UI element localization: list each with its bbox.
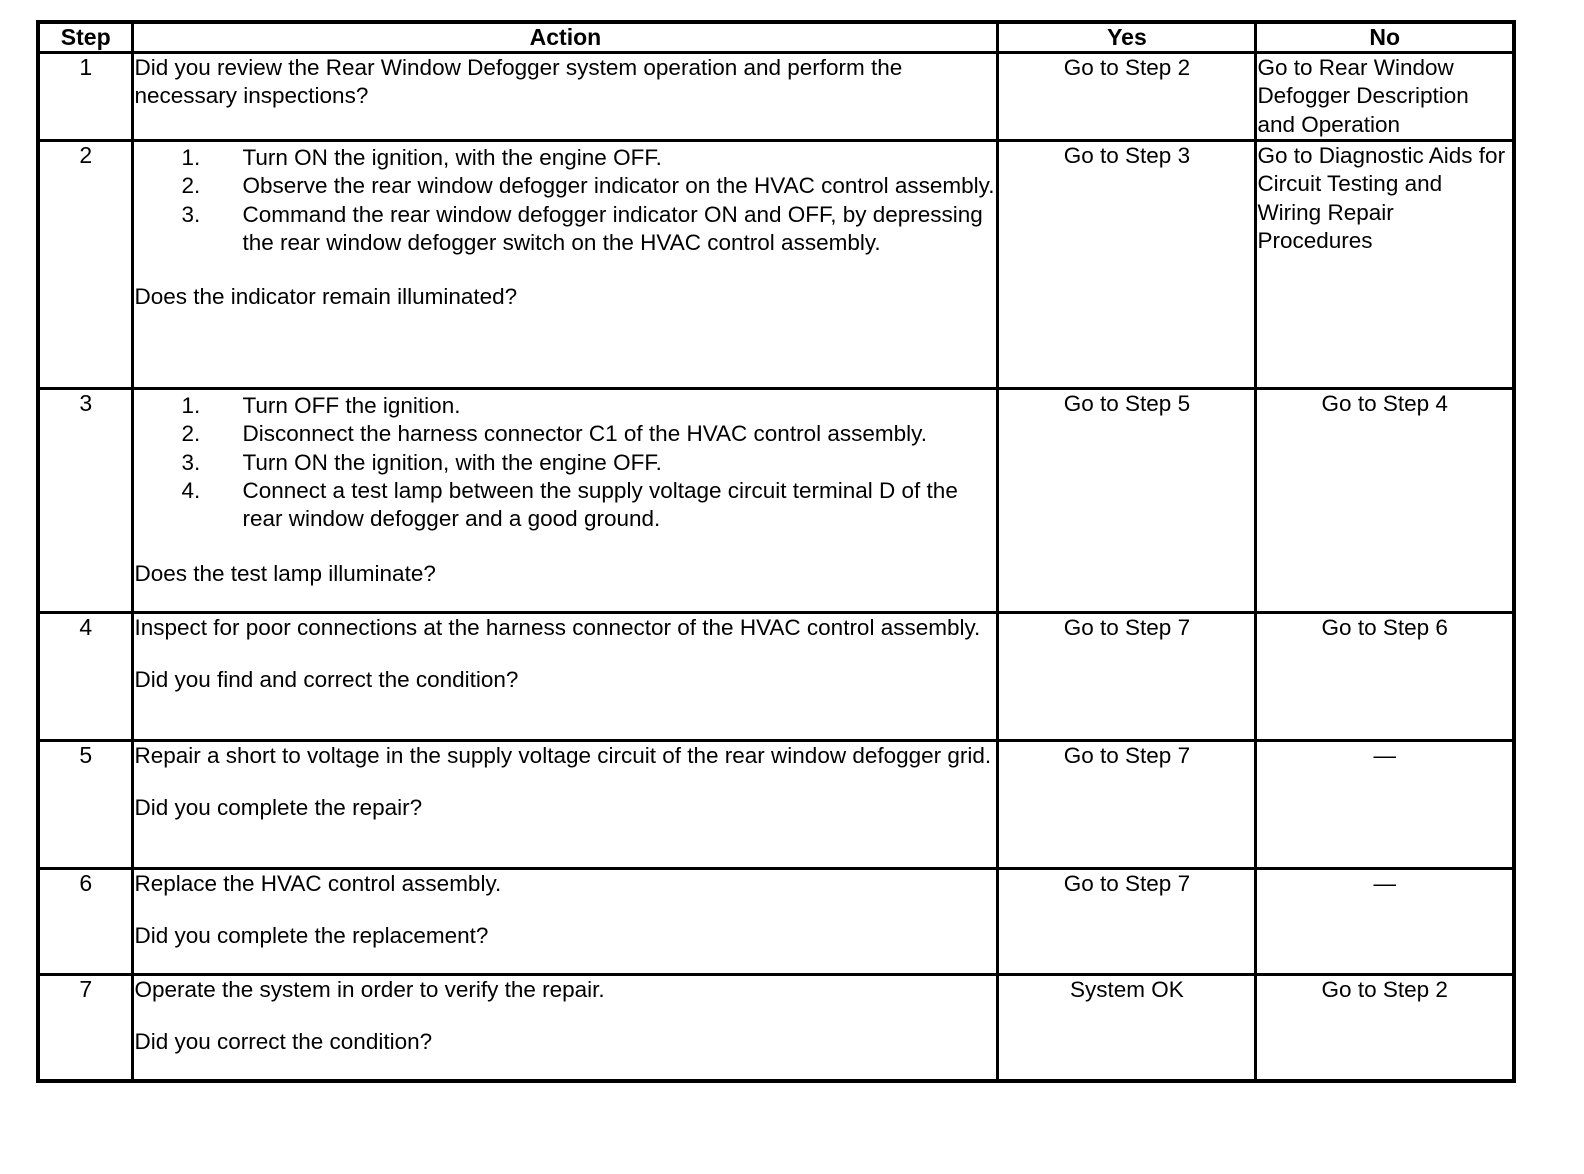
yes-answer: Go to Step 7 (998, 740, 1256, 868)
yes-answer: Go to Step 3 (998, 141, 1256, 389)
step-number: 1 (38, 53, 133, 141)
yes-answer: Go to Step 7 (998, 612, 1256, 740)
list-number: 1. (181, 145, 201, 171)
yes-answer: Go to Step 7 (998, 868, 1256, 974)
action-cell (133, 612, 998, 740)
action-lead-text: Did you review the Rear Window Defogger system operation and perform the necessary inspections? (134, 55, 903, 109)
yes-answer: Go to Step 2 (998, 53, 1256, 141)
action-lead-text: Repair a short to voltage in the supply voltage circuit of the rear window defogger grid. (134, 742, 992, 768)
yes-answer: System OK (998, 974, 1256, 1081)
table-row (38, 612, 1514, 740)
list-text: Turn OFF the ignition. (242, 393, 461, 419)
list-number: 2. (181, 421, 201, 447)
diagnostic-procedure-table (36, 20, 1516, 1083)
step-number: 2 (38, 141, 133, 389)
list-number: 4. (181, 478, 201, 504)
action-question-text: Did you complete the repair? (134, 794, 423, 820)
column-header-yes: Yes (998, 22, 1256, 53)
no-answer: — (1256, 868, 1514, 974)
list-item (134, 449, 996, 477)
table-row (38, 389, 1514, 613)
action-question-text: Did you find and correct the condition? (134, 666, 519, 692)
list-number: 3. (181, 201, 201, 227)
no-answer: Go to Step 2 (1256, 974, 1514, 1081)
action-cell (133, 740, 998, 868)
list-text: Connect a test lamp between the supply voltage circuit terminal D of the rear window defogger and a good ground. (242, 478, 958, 532)
list-item (134, 201, 996, 258)
step-number: 4 (38, 612, 133, 740)
table-header-row (38, 22, 1514, 53)
table-row (38, 974, 1514, 1081)
table-row (38, 53, 1514, 141)
step-number: 3 (38, 389, 133, 613)
action-question-text: Did you complete the replacement? (134, 922, 489, 948)
column-header-no: No (1256, 22, 1514, 53)
action-cell (133, 141, 998, 389)
list-text: Turn ON the ignition, with the engine OFF. (242, 449, 662, 475)
action-question-text: Does the indicator remain illuminated? (134, 284, 518, 310)
step-number: 5 (38, 740, 133, 868)
action-cell (133, 53, 998, 141)
table-row (38, 141, 1514, 389)
list-text: Disconnect the harness connector C1 of the HVAC control assembly. (242, 421, 927, 447)
no-answer: — (1256, 740, 1514, 868)
list-item (134, 172, 996, 200)
no-answer: Go to Rear Window Defogger Description and Operation (1256, 53, 1514, 141)
action-lead-text: Replace the HVAC control assembly. (134, 870, 502, 896)
list-item (134, 392, 996, 420)
action-cell (133, 389, 998, 613)
action-cell (133, 974, 998, 1081)
step-number: 7 (38, 974, 133, 1081)
action-lead-text: Inspect for poor connections at the harness connector of the HVAC control assembly. (134, 614, 981, 640)
action-cell (133, 868, 998, 974)
table-row (38, 740, 1514, 868)
list-item (134, 144, 996, 172)
action-lead-text: Operate the system in order to verify the repair. (134, 976, 605, 1002)
yes-answer: Go to Step 5 (998, 389, 1256, 613)
no-answer: Go to Step 4 (1256, 389, 1514, 613)
action-question-text: Does the test lamp illuminate? (134, 560, 436, 586)
step-number: 6 (38, 868, 133, 974)
list-item (134, 420, 996, 448)
list-item (134, 477, 996, 534)
list-text: Turn ON the ignition, with the engine OFF. (242, 145, 662, 171)
column-header-action: Action (133, 22, 998, 53)
action-substep-list (134, 144, 996, 257)
list-text: Command the rear window defogger indicator ON and OFF, by depressing the rear window defogger switch on the HVAC control assembly. (242, 201, 983, 256)
list-text: Observe the rear window defogger indicator on the HVAC control assembly. (242, 173, 995, 199)
column-header-step: Step (38, 22, 133, 53)
no-answer: Go to Step 6 (1256, 612, 1514, 740)
table-row (38, 868, 1514, 974)
list-number: 2. (181, 173, 201, 199)
no-answer: Go to Diagnostic Aids for Circuit Testing and Wiring Repair Procedures (1256, 141, 1514, 389)
list-number: 1. (181, 393, 201, 419)
action-question-text: Did you correct the condition? (134, 1029, 433, 1055)
action-substep-list (134, 392, 996, 534)
list-number: 3. (181, 449, 201, 475)
